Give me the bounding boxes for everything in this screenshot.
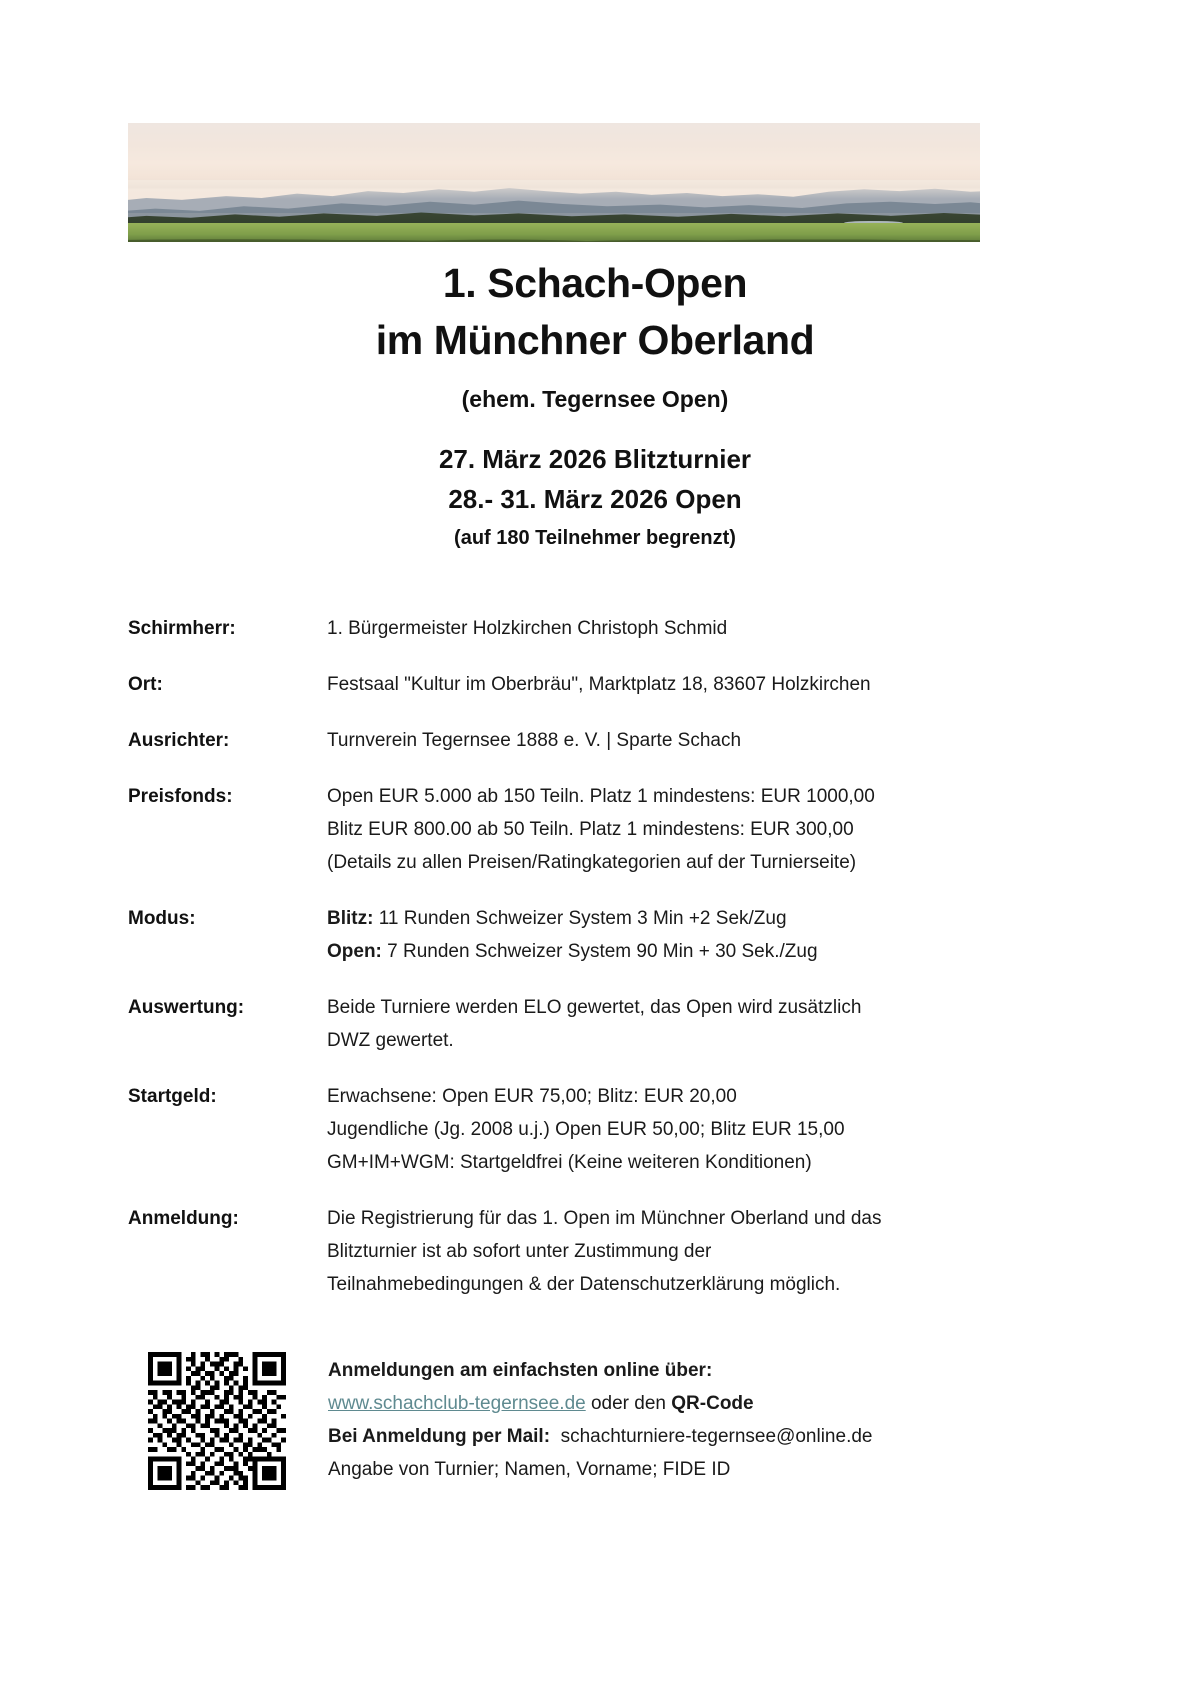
- detail-row-label: Ausrichter:: [128, 730, 230, 751]
- detail-row-line: [327, 1268, 988, 1301]
- detail-row-line: [327, 724, 988, 757]
- detail-segment: DWZ gewertet.: [327, 1030, 454, 1051]
- detail-row-label: Startgeld:: [128, 1086, 217, 1107]
- detail-row-line: [327, 1080, 988, 1113]
- participant-limit-note: (auf 180 Teilnehmer begrenzt): [454, 527, 736, 549]
- website-suffix-plain: oder den: [585, 1393, 672, 1414]
- detail-row-value: [327, 1080, 988, 1179]
- detail-segment-bold: Open:: [327, 941, 382, 962]
- tournament-details-list: [128, 612, 988, 1324]
- detail-segment: Erwachsene: Open EUR 75,00; Blitz: EUR 20,00: [327, 1086, 737, 1107]
- detail-row-label: Auswertung:: [128, 997, 245, 1018]
- detail-segment: 1. Bürgermeister Holzkirchen Christoph Schmid: [327, 618, 728, 639]
- detail-row-value: [327, 991, 988, 1057]
- detail-row-value: [327, 612, 988, 645]
- detail-segment: Turnverein Tegernsee 1888 e. V. | Sparte Schach: [327, 730, 742, 751]
- detail-row-label: Anmeldung:: [128, 1208, 239, 1229]
- detail-row-value: [327, 668, 988, 701]
- event-date-open: 28.- 31. März 2026 Open: [448, 484, 742, 514]
- detail-segment: Blitzturnier ist ab sofort unter Zustimmung der: [327, 1241, 712, 1262]
- detail-row: [128, 612, 988, 645]
- detail-row-value: [327, 724, 988, 757]
- panorama-sky: [128, 123, 980, 242]
- detail-row: [128, 668, 988, 701]
- meadow-tree-tufts: [128, 229, 980, 242]
- detail-row: [128, 1202, 988, 1301]
- detail-row: [128, 1080, 988, 1179]
- detail-row-line: [327, 813, 988, 846]
- registration-footer: [128, 1352, 988, 1490]
- website-link[interactable]: www.schachclub-tegernsee.de: [328, 1393, 586, 1414]
- detail-row-line: [327, 1202, 988, 1235]
- detail-row-line: [327, 846, 988, 879]
- detail-row-line: [327, 902, 988, 935]
- title-block: [0, 255, 1190, 553]
- detail-row-line: [327, 1146, 988, 1179]
- detail-row-line: [327, 1235, 988, 1268]
- detail-segment: Beide Turniere werden ELO gewertet, das Open wird zusätzlich: [327, 997, 862, 1018]
- detail-row: [128, 902, 988, 968]
- mail-label: Bei Anmeldung per Mail:: [328, 1426, 551, 1447]
- detail-row-line: [327, 991, 988, 1024]
- detail-row-value: [327, 902, 988, 968]
- detail-segment-bold: Blitz:: [327, 908, 374, 929]
- qr-code-column: [128, 1352, 328, 1490]
- header-panorama-image: [128, 123, 980, 242]
- qr-code-label: QR-Code: [671, 1393, 754, 1414]
- page-subtitle: (ehem. Tegernsee Open): [461, 386, 729, 412]
- detail-row-line: [327, 1024, 988, 1057]
- detail-segment: 11 Runden Schweizer System 3 Min +2 Sek/Zug: [373, 908, 787, 929]
- page-title-line1: 1. Schach-Open: [442, 260, 748, 306]
- detail-row: [128, 724, 988, 757]
- detail-row-value: [327, 1202, 988, 1301]
- detail-row-line: [327, 612, 988, 645]
- detail-row: [128, 780, 988, 879]
- mail-line: [328, 1420, 988, 1453]
- detail-row-line: [327, 1113, 988, 1146]
- detail-row-label: Modus:: [128, 908, 196, 929]
- detail-segment: 7 Runden Schweizer System 90 Min + 30 Sek./Zug: [381, 941, 818, 962]
- detail-row-label: Ort:: [128, 674, 163, 695]
- detail-row-label: Schirmherr:: [128, 618, 236, 639]
- detail-segment: GM+IM+WGM: Startgeldfrei (Keine weiteren Konditionen): [327, 1152, 812, 1173]
- detail-segment: Festsaal "Kultur im Oberbräu", Marktplatz 18, 83607 Holzkirchen: [327, 674, 871, 695]
- detail-row-value: [327, 780, 988, 879]
- mail-address[interactable]: schachturniere-tegernsee@online.de: [560, 1426, 873, 1447]
- detail-row-label: Preisfonds:: [128, 786, 233, 807]
- detail-segment: (Details zu allen Preisen/Ratingkategorien auf der Turnierseite): [327, 852, 857, 873]
- detail-row-line: [327, 668, 988, 701]
- detail-segment: Open EUR 5.000 ab 150 Teiln. Platz 1 mindestens: EUR 1000,00: [327, 786, 875, 807]
- registration-heading: Anmeldungen am einfachsten online über:: [328, 1360, 713, 1381]
- detail-row-line: [327, 935, 988, 968]
- event-dates: [0, 439, 1190, 553]
- detail-segment: Die Registrierung für das 1. Open im Münchner Oberland und das: [327, 1208, 882, 1229]
- event-date-blitz: 27. März 2026 Blitzturnier: [438, 444, 752, 474]
- website-line: [328, 1387, 988, 1420]
- detail-segment: Blitz EUR 800.00 ab 50 Teiln. Platz 1 mindestens: EUR 300,00: [327, 819, 854, 840]
- detail-segment: Jugendliche (Jg. 2008 u.j.) Open EUR 50,00; Blitz EUR 15,00: [327, 1119, 845, 1140]
- detail-row: [128, 991, 988, 1057]
- mail-note: Angabe von Turnier; Namen, Vorname; FIDE ID: [328, 1459, 731, 1480]
- detail-segment: Teilnahmebedingungen & der Datenschutzerklärung möglich.: [327, 1274, 841, 1295]
- detail-row-line: [327, 780, 988, 813]
- contact-column: [328, 1352, 988, 1486]
- qr-code-image[interactable]: [148, 1352, 286, 1490]
- page-title-line2: im Münchner Oberland: [375, 317, 815, 363]
